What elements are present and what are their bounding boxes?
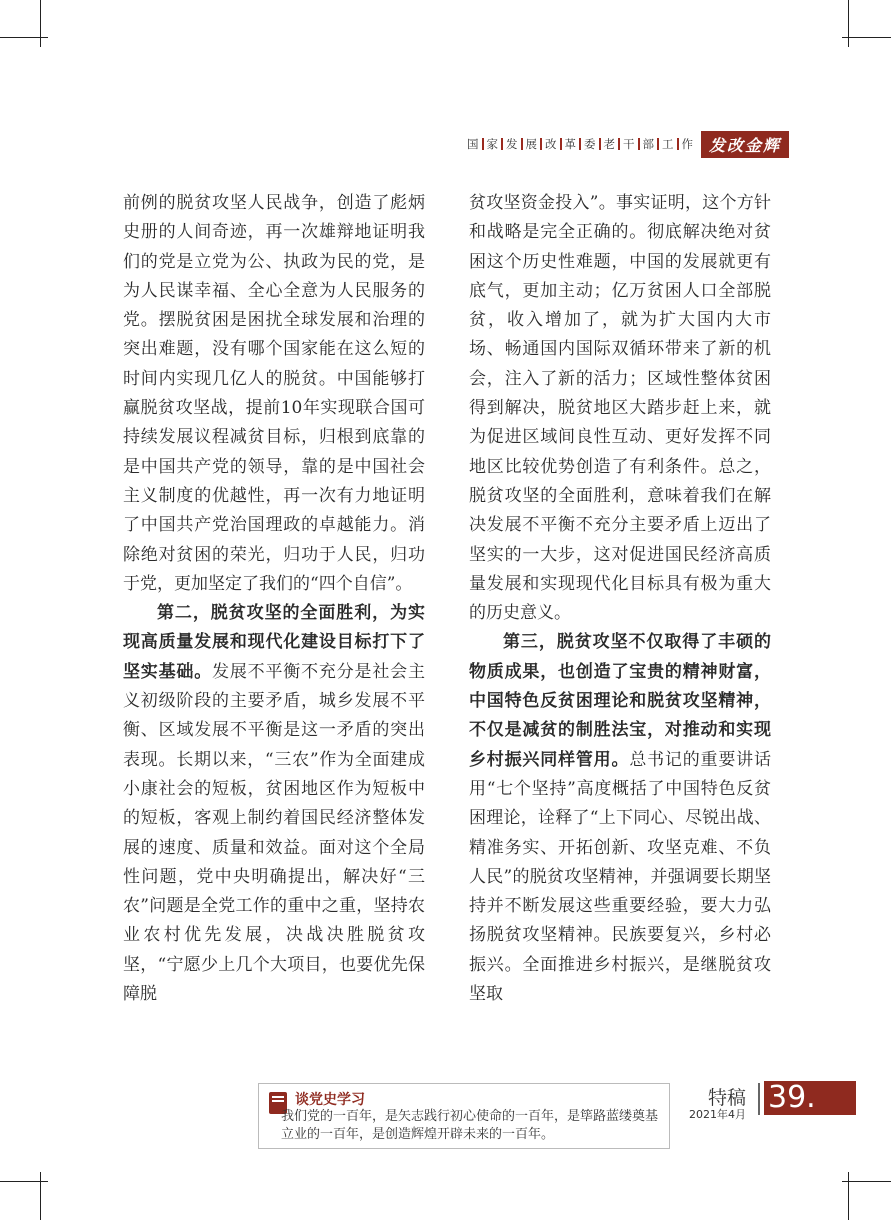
org-char: 工 <box>662 137 674 151</box>
bold-lead: 第三，脱贫攻坚不仅取得了丰硕的物质成果，也创造了宝贵的精神财富，中国特色反贫困理论和脱贫攻坚精神，不仅是减贫的制胜法宝，对推动和实现乡村振兴同样管用。 <box>469 632 771 770</box>
paragraph <box>469 628 771 1009</box>
crop-mark <box>842 1181 891 1182</box>
running-header <box>465 131 789 157</box>
left-column <box>123 189 425 1009</box>
crop-mark <box>0 37 48 38</box>
org-char: 老 <box>603 137 615 151</box>
issue-date: 2021年4月 <box>689 1108 746 1121</box>
crop-mark <box>0 1181 48 1182</box>
divider <box>758 1083 760 1115</box>
org-name <box>465 136 695 152</box>
org-char: 委 <box>584 137 596 151</box>
paragraph: 前例的脱贫攻坚人民战争，创造了彪炳史册的人间奇迹，再一次雄辩地证明我们的党是立党为公、执政为民的党，是为人民谋幸福、全心全意为人民服务的党。摆脱贫困是困扰全球发展和治理的突出难题，没有哪个国家能在这么短的时间内实现几亿人的脱贫。中国能够打赢脱贫攻坚战，提前10年实现联合国可持续发展议程减贫目标，归根到底靠的是中国共产党的领导，靠的是中国社会主义制度的优越性，再一次有力地证明了中国共产党治国理政的卓越能力。消除绝对贫困的荣光，归功于人民，归功于党，更加坚定了我们的“四个自信”。 <box>123 193 425 594</box>
quote-box-title: 谈党史学习 <box>295 1092 365 1108</box>
paragraph-text: 发展不平衡不充分是社会主义初级阶段的主要矛盾，城乡发展不平衡、区域发展不平衡是这一矛盾的突出表现。长期以来，“三农”作为全面建成小康社会的短板，贫困地区作为短板中的短板，客观上制约着国民经济整体发展的速度、质量和效益。面对这个全局性问题，党中央明确提出，解决好“三农”问题是全党工作的重中之重，坚持农业农村优先发展，决战决胜脱贫攻坚，“宁愿少上几个大项目，也要优先保障脱 <box>123 661 425 1005</box>
quote-box <box>258 1083 670 1149</box>
page-number: 39. <box>764 1081 856 1115</box>
crop-mark <box>848 1172 849 1220</box>
org-char: 干 <box>623 137 635 151</box>
quote-box-text: 我们党的一百年，是矢志践行初心使命的一百年，是筚路蓝缕奠基立业的一百年，是创造辉煌开辟未来的一百年。 <box>281 1109 659 1142</box>
right-column <box>469 189 771 1009</box>
paragraph <box>123 599 425 1009</box>
org-char: 作 <box>681 137 693 151</box>
org-char: 改 <box>545 137 557 151</box>
org-char: 展 <box>525 137 537 151</box>
bold-lead: 第二，脱贫攻坚的全面胜利，为实现高质量发展和现代化建设目标打下了坚实基础。 <box>123 603 425 682</box>
crop-mark <box>40 0 41 47</box>
org-char: 革 <box>564 137 576 151</box>
magazine-logo: 发改金辉 <box>701 131 789 158</box>
crop-mark <box>848 0 849 47</box>
org-char: 发 <box>506 137 518 151</box>
paragraph-text: 总书记的重要讲话用“七个坚持”高度概括了中国特色反贫困理论，诠释了“上下同心、尽锐出战、精准务实、开拓创新、攻坚克难、不负人民”的脱贫攻坚精神，并强调要长期坚持并不断发展这些重要经验，要大力弘扬脱贫攻坚精神。民族要复兴，乡村必振兴。全面推进乡村振兴，是继脱贫攻坚取 <box>469 749 771 1005</box>
paragraph: 贫攻坚资金投入”。事实证明，这个方针和战略是完全正确的。彻底解决绝对贫困这个历史性难题，中国的发展就更有底气，更加主动；亿万贫困人口全部脱贫，收入增加了，就为扩大国内大市场、畅通国内国际双循环带来了新的机会，注入了新的活力；区域性整体贫困得到解决，脱贫地区大踏步赶上来，就为促进区域间良性互动、更好发挥不同地区比较优势创造了有利条件。总之，脱贫攻坚的全面胜利，意味着我们在解决发展不平衡不充分主要矛盾上迈出了坚实的一大步，这对促进国民经济高质量发展和实现现代化目标具有极为重大的历史意义。 <box>469 193 771 624</box>
org-char: 国 <box>467 137 479 151</box>
crop-mark <box>40 1172 41 1220</box>
section-label: 特稿 <box>708 1087 747 1109</box>
crop-mark <box>842 37 891 38</box>
org-char: 部 <box>642 137 654 151</box>
org-char: 家 <box>486 137 498 151</box>
